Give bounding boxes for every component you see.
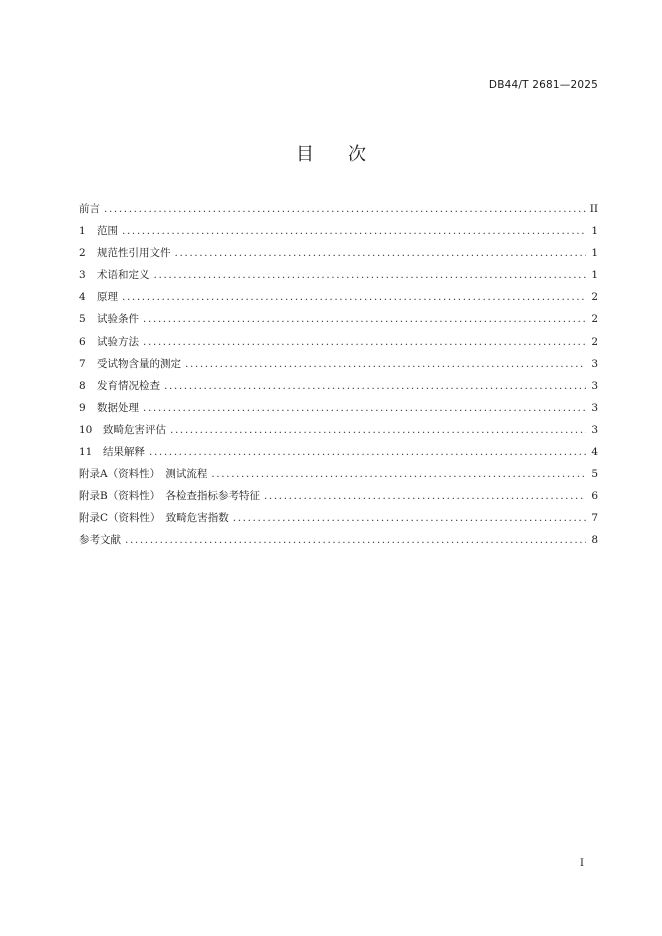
- toc-entry-label: 附录B（资料性） 各检查指标参考特征: [79, 490, 260, 503]
- toc-dot-leader: [264, 487, 586, 505]
- toc-entry-number: 6: [79, 335, 86, 348]
- toc-entry-appendix-b[interactable]: [79, 487, 598, 509]
- toc-entry-page: 3: [591, 401, 598, 414]
- toc-entry-label: 原理: [97, 291, 118, 304]
- toc-entry-page: 1: [591, 269, 598, 282]
- toc-entry-number: 9: [79, 401, 86, 414]
- toc-entry-foreword[interactable]: [79, 200, 598, 222]
- toc-entry-page: 3: [591, 423, 598, 436]
- toc-dot-leader: [143, 399, 586, 417]
- toc-dot-leader: [175, 244, 587, 262]
- toc-entry-label: 结果解释: [103, 446, 145, 459]
- toc-dot-leader: [143, 310, 586, 328]
- toc-entry-number: 10: [79, 423, 93, 436]
- toc-entry-label: 前言: [79, 203, 100, 215]
- toc-entry-2[interactable]: [79, 244, 598, 266]
- toc-entry-10[interactable]: [79, 421, 598, 443]
- toc-dot-leader: [211, 465, 586, 483]
- toc-entry-4[interactable]: [79, 288, 598, 310]
- toc-entry-label: 致畸危害评估: [103, 423, 166, 436]
- toc-entry-label: 范围: [97, 225, 118, 238]
- toc-entry-number: 7: [79, 357, 86, 370]
- document-code: DB44/T 2681—2025: [488, 79, 598, 91]
- toc-entry-label: 受试物含量的测定: [97, 357, 181, 370]
- toc-entry-label: 发育情况检查: [97, 379, 160, 392]
- toc-entry-page: 8: [591, 534, 598, 547]
- toc-entry-number: 5: [79, 313, 86, 326]
- toc-dot-leader: [122, 222, 586, 240]
- toc-entry-label: 试验方法: [97, 335, 139, 348]
- toc-entry-label: 术语和定义: [97, 269, 150, 282]
- toc-entry-page: 3: [591, 379, 598, 392]
- toc-entry-number: 11: [79, 446, 93, 459]
- toc-entry-number: 2: [79, 247, 86, 260]
- toc-entry-page: 4: [591, 446, 598, 459]
- toc-entry-3[interactable]: [79, 266, 598, 288]
- table-of-contents: [79, 200, 598, 554]
- toc-entry-1[interactable]: [79, 222, 598, 244]
- page-number: I: [580, 858, 584, 869]
- toc-entry-label: 数据处理: [97, 401, 139, 414]
- toc-entry-number: 8: [79, 379, 86, 392]
- toc-entry-page: 3: [591, 357, 598, 370]
- toc-entry-number: 4: [79, 291, 86, 304]
- page-title: 目次: [296, 144, 400, 165]
- toc-entry-references[interactable]: [79, 531, 598, 553]
- toc-entry-label: 试验条件: [97, 313, 139, 326]
- toc-dot-leader: [154, 266, 587, 284]
- toc-entry-6[interactable]: [79, 333, 598, 355]
- toc-entry-page: 2: [591, 313, 598, 326]
- toc-entry-9[interactable]: [79, 399, 598, 421]
- toc-entry-page: II: [589, 203, 598, 215]
- toc-dot-leader: [125, 531, 586, 549]
- toc-entry-page: 6: [591, 490, 598, 503]
- toc-entry-page: 1: [591, 225, 598, 238]
- toc-entry-5[interactable]: [79, 310, 598, 332]
- toc-entry-label: 附录A（资料性） 测试流程: [79, 468, 208, 481]
- toc-entry-number: 3: [79, 269, 86, 282]
- toc-entry-appendix-c[interactable]: [79, 509, 598, 531]
- toc-dot-leader: [122, 288, 586, 306]
- toc-dot-leader: [149, 443, 586, 461]
- toc-entry-label: 附录C（资料性） 致畸危害指数: [79, 512, 229, 525]
- toc-dot-leader: [185, 355, 586, 373]
- toc-entry-11[interactable]: [79, 443, 598, 465]
- toc-entry-page: 1: [591, 247, 598, 260]
- toc-dot-leader: [170, 421, 586, 439]
- toc-dot-leader: [233, 509, 586, 527]
- toc-entry-label: 规范性引用文件: [97, 247, 171, 260]
- toc-entry-page: 2: [591, 335, 598, 348]
- toc-entry-page: 2: [591, 291, 598, 304]
- toc-dot-leader: [164, 377, 586, 395]
- toc-entry-8[interactable]: [79, 377, 598, 399]
- toc-entry-7[interactable]: [79, 355, 598, 377]
- toc-entry-page: 7: [591, 512, 598, 525]
- toc-entry-label: 参考文献: [79, 534, 121, 547]
- toc-dot-leader: [143, 333, 586, 351]
- toc-entry-number: 1: [79, 225, 86, 238]
- toc-entry-appendix-a[interactable]: [79, 465, 598, 487]
- toc-dot-leader: [104, 200, 586, 218]
- toc-entry-page: 5: [591, 468, 598, 481]
